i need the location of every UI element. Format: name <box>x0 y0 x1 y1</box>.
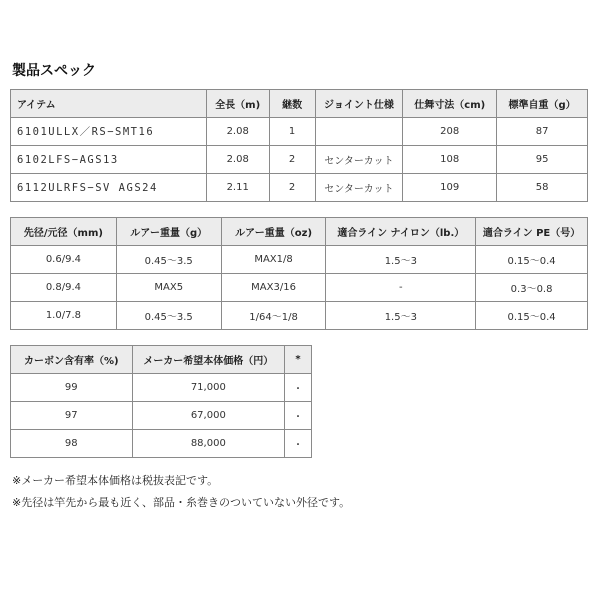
spec-table-price <box>10 345 312 458</box>
tip-butt-value: 1.0/7.8 <box>11 302 117 330</box>
footnote-tip: ※先径は竿先から最も近く、部品・糸巻きのついていない外径です。 <box>12 496 351 509</box>
table-header-row <box>11 90 588 118</box>
footnote-price: ※メーカー希望本体価格は税抜表記です。 <box>12 474 219 487</box>
carbon-value: 99 <box>11 374 133 402</box>
line-nylon-value: 1.5〜3 <box>326 302 476 330</box>
carbon-value: 97 <box>11 402 133 430</box>
tip-butt-value: 0.6/9.4 <box>11 246 117 274</box>
header-joint: ジョイント仕様 <box>315 90 403 118</box>
table-row <box>11 374 312 402</box>
header-closed-length: 仕舞寸法（cm) <box>403 90 497 118</box>
weight-value: 95 <box>497 146 588 174</box>
line-pe-value: 0.15〜0.4 <box>476 302 588 330</box>
footnotes <box>12 470 350 514</box>
header-asterisk: * <box>285 346 312 374</box>
weight-value: 87 <box>497 118 588 146</box>
line-nylon-value: - <box>326 274 476 302</box>
header-lure-g: ルアー重量（g） <box>116 218 221 246</box>
table-row <box>11 246 588 274</box>
joint-value: センターカット <box>315 174 403 202</box>
table-row <box>11 174 588 202</box>
closed-length-value: 108 <box>403 146 497 174</box>
line-nylon-value: 1.5〜3 <box>326 246 476 274</box>
header-weight: 標準自重（g） <box>497 90 588 118</box>
carbon-value: 98 <box>11 430 133 458</box>
table-row <box>11 402 312 430</box>
tip-butt-value: 0.8/9.4 <box>11 274 117 302</box>
header-item: アイテム <box>11 90 207 118</box>
line-pe-value: 0.15〜0.4 <box>476 246 588 274</box>
closed-length-value: 109 <box>403 174 497 202</box>
length-value: 2.11 <box>206 174 269 202</box>
sections-value: 2 <box>269 174 315 202</box>
asterisk-value: ・ <box>285 402 312 430</box>
lure-oz-value: 1/64〜1/8 <box>221 302 326 330</box>
price-value: 67,000 <box>132 402 284 430</box>
price-value: 88,000 <box>132 430 284 458</box>
header-carbon: カーボン含有率（%) <box>11 346 133 374</box>
item-code: 6101ULLX／RS−SMT16 <box>11 118 207 146</box>
lure-g-value: 0.45〜3.5 <box>116 246 221 274</box>
header-line-pe: 適合ライン PE（号） <box>476 218 588 246</box>
header-length: 全長（m) <box>206 90 269 118</box>
header-sections: 継数 <box>269 90 315 118</box>
table-header-row <box>11 218 588 246</box>
length-value: 2.08 <box>206 146 269 174</box>
table-row <box>11 274 588 302</box>
lure-g-value: MAX5 <box>116 274 221 302</box>
section-title: 製品スペック <box>12 63 96 79</box>
asterisk-value: ・ <box>285 374 312 402</box>
item-code: 6102LFS−AGS13 <box>11 146 207 174</box>
asterisk-value: ・ <box>285 430 312 458</box>
table-row <box>11 302 588 330</box>
lure-oz-value: MAX1/8 <box>221 246 326 274</box>
joint-value: センターカット <box>315 146 403 174</box>
lure-oz-value: MAX3/16 <box>221 274 326 302</box>
joint-value <box>315 118 403 146</box>
item-code: 6112ULRFS−SV AGS24 <box>11 174 207 202</box>
spec-table-line <box>10 217 588 330</box>
line-pe-value: 0.3〜0.8 <box>476 274 588 302</box>
table-header-row <box>11 346 312 374</box>
sections-value: 1 <box>269 118 315 146</box>
lure-g-value: 0.45〜3.5 <box>116 302 221 330</box>
table-row <box>11 146 588 174</box>
spec-table-main <box>10 89 588 202</box>
length-value: 2.08 <box>206 118 269 146</box>
weight-value: 58 <box>497 174 588 202</box>
table-row <box>11 118 588 146</box>
closed-length-value: 208 <box>403 118 497 146</box>
price-value: 71,000 <box>132 374 284 402</box>
header-price: メーカー希望本体価格（円） <box>132 346 284 374</box>
table-row <box>11 430 312 458</box>
header-tip-butt: 先径/元径（mm) <box>11 218 117 246</box>
header-lure-oz: ルアー重量（oz) <box>221 218 326 246</box>
header-line-nylon: 適合ライン ナイロン（lb.） <box>326 218 476 246</box>
sections-value: 2 <box>269 146 315 174</box>
